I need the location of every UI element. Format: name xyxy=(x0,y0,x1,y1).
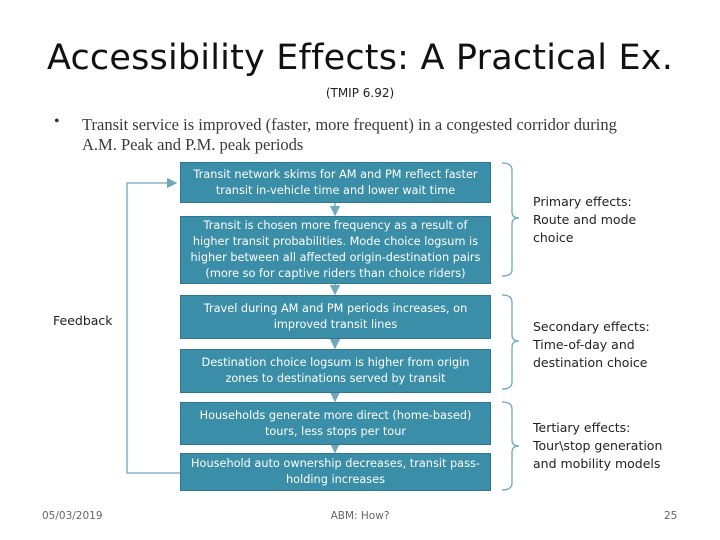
bullet-marker: • xyxy=(54,113,60,130)
slide-subtitle: (TMIP 6.92) xyxy=(325,86,395,100)
secondary-brace xyxy=(502,295,519,389)
flow-box-skims xyxy=(180,162,491,203)
flow-box-auto-ownership-text: Household auto ownership decreases, transit pass-holding increases xyxy=(191,457,480,486)
flow-box-mode-choice xyxy=(180,216,491,284)
tertiary-effects-label: Tertiary effects: Tour\stop generation and mobility models xyxy=(533,420,663,471)
primary-effects-label: Primary effects: Route and mode choice xyxy=(533,194,637,245)
flow-box-travel-increase xyxy=(180,295,491,339)
flow-box-destination-choice xyxy=(180,349,491,393)
secondary-effects-label: Secondary effects: Time-of-day and destination choice xyxy=(533,319,650,370)
tertiary-brace xyxy=(502,402,519,490)
footer-page-number: 25 xyxy=(664,510,678,522)
feedback-label: Feedback xyxy=(53,313,113,328)
footer-center: ABM: How? xyxy=(330,510,390,522)
slide-title: Accessibility Effects: A Practical Ex. xyxy=(46,38,674,78)
primary-brace xyxy=(502,163,519,276)
flow-box-tour-generation-text: Households generate more direct (home-based) tours, less stops per tour xyxy=(199,408,472,438)
flow-box-auto-ownership xyxy=(180,453,491,491)
flow-box-skims-text: Transit network skims for AM and PM reflect faster transit in-vehicle time and lower wait time xyxy=(193,167,478,197)
flow-box-travel-increase-text: Travel during AM and PM periods increases, on improved transit lines xyxy=(203,302,468,331)
flow-box-destination-choice-text: Destination choice logsum is higher from origin zones to destinations served by transit xyxy=(201,356,470,385)
bullet-text: Transit service is improved (faster, more frequent) in a congested corridor during A.M. Peak and P.M. peak periods xyxy=(82,115,617,154)
footer-date: 05/03/2019 xyxy=(42,510,103,522)
flow-box-mode-choice-text: Transit is chosen more frequency as a result of higher transit probabilities. Mode choice logsum is higher between all affected origin-destination pairs (more so for captive riders than choice riders) xyxy=(190,219,481,280)
flow-box-tour-generation xyxy=(180,402,491,445)
feedback-loop-line xyxy=(127,183,180,473)
